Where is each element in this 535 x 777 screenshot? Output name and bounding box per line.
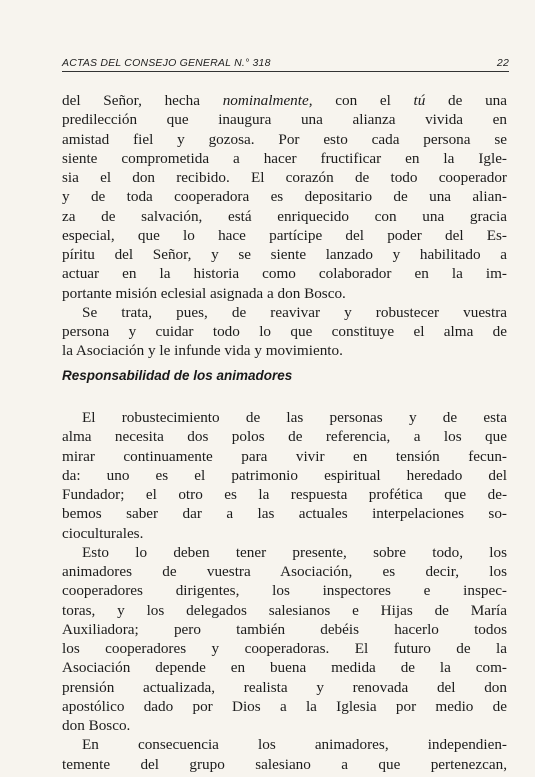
text-line: especial, que lo hace partícipe del poder del Es- <box>62 226 507 244</box>
text-line: Asociación depende en buena medida de la com- <box>62 659 507 677</box>
text-line: Esto lo deben tener presente, sobre todo, los <box>82 543 507 561</box>
text-line: prensión actualizada, realista y renovada del don <box>62 678 507 696</box>
text-line: En consecuencia los animadores, independien- <box>82 736 507 754</box>
text-line: persona y cuidar todo lo que constituye el alma de <box>62 323 507 340</box>
text-line: la Asociación y le infunde vida y movimiento. <box>62 342 343 360</box>
text-line: cooperadores dirigentes, los inspectores e inspec- <box>62 582 507 600</box>
text-line: za de salvación, está enriquecido con una gracia <box>62 207 507 225</box>
text-line: Se trata, pues, de reavivar y robustecer vuestra <box>82 303 507 321</box>
paragraph-continued <box>62 91 507 303</box>
text-line: da: uno es el patrimonio espiritual heredado del <box>62 466 507 484</box>
text-line: bemos saber dar a las actuales interpelaciones so- <box>62 505 507 523</box>
running-header <box>62 57 509 71</box>
text-line: toras, y los delegados salesianos e Hijas de María <box>62 601 507 619</box>
header-rule <box>62 71 509 72</box>
section-2-body <box>62 408 507 774</box>
emphasis-nominalmente: nominalmente, <box>222 92 313 109</box>
text-run: del Señor, hecha <box>62 92 223 109</box>
text-run: de una <box>425 92 508 109</box>
section-1-body <box>62 91 507 361</box>
text-line: portante misión eclesial asignada a don Bosco. <box>62 284 346 302</box>
text-line: animadores de vuestra Asociación, es decir, los <box>62 563 507 580</box>
text-line: cioculturales. <box>62 524 144 542</box>
text-line: apostólico dado por Dios a la Iglesia por medio de <box>62 697 507 715</box>
text-run: con el <box>312 92 414 109</box>
paragraph <box>62 735 507 774</box>
page-number: 22 <box>496 57 509 69</box>
paragraph <box>62 303 507 361</box>
text-line: los cooperadores y cooperadoras. El futuro de la <box>62 640 507 657</box>
emphasis-tu: tú <box>413 92 426 109</box>
text-line: Auxiliadora; pero también debéis hacerlo todos <box>62 620 507 638</box>
text-line: siente comprometida a hacer fructificar en la Igle- <box>62 149 507 167</box>
text-line: El robustecimiento de las personas y de esta <box>82 409 507 426</box>
text-line: alma necesita dos polos de referencia, a los que <box>62 428 507 446</box>
text-line <box>62 91 507 110</box>
text-line: predilección que inaugura una alianza vivida en <box>62 111 507 129</box>
running-title: ACTAS DEL CONSEJO GENERAL N.° 318 <box>62 57 271 69</box>
text-line: Fundador; el otro es la respuesta profética que de- <box>62 486 507 503</box>
text-line: píritu del Señor, y se siente lanzado y habilitado a <box>62 246 507 263</box>
text-line: mirar continuamente para vivir en tensión fecun- <box>62 447 507 465</box>
text-line: y de toda cooperadora es depositario de una alian- <box>62 188 507 206</box>
paragraph <box>62 408 507 543</box>
section-heading: Responsabilidad de los animadores <box>62 368 293 383</box>
text-line: actuar en la historia como colaborador en la im- <box>62 265 507 283</box>
text-line: amistad fiel y gozosa. Por esto cada persona se <box>62 130 507 148</box>
text-line: temente del grupo salesiano a que pertenezcan, <box>62 755 507 773</box>
text-line: sia el don recibido. El corazón de todo cooperador <box>62 169 507 186</box>
paragraph <box>62 543 507 736</box>
text-line: don Bosco. <box>62 717 131 734</box>
